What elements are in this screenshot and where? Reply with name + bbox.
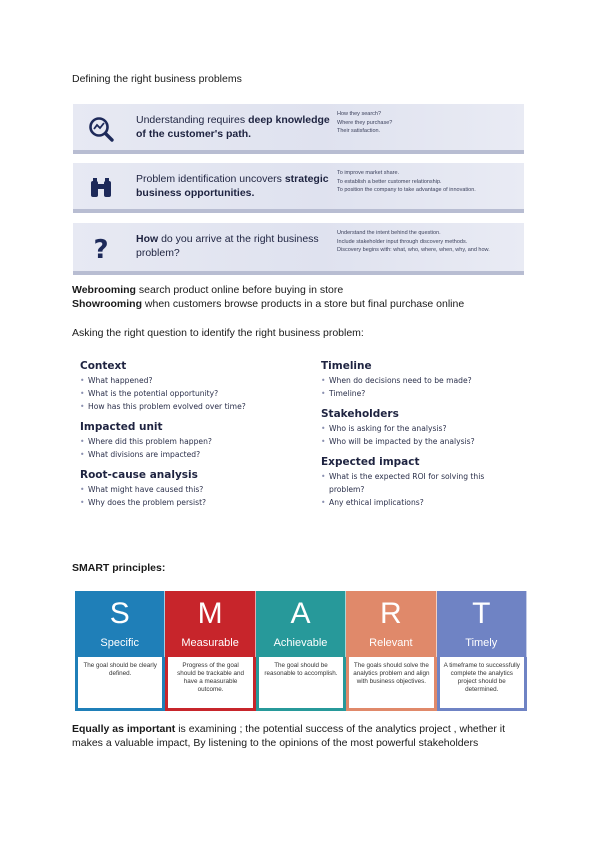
- question-item: • Why does the problem persist?: [80, 496, 300, 509]
- banner-right-problem: [73, 223, 524, 275]
- magnifier-chart-icon: [85, 113, 117, 145]
- smart-word: Relevant: [369, 637, 413, 649]
- questions-right-column: [321, 359, 521, 516]
- smart-specific: [75, 591, 165, 711]
- section-heading: Defining the right business problems: [72, 73, 242, 85]
- smart-word: Timely: [465, 637, 498, 649]
- question-group-title: Timeline: [321, 360, 372, 372]
- banner-main-text: Understanding requires deep knowledge of the customer's path.: [136, 114, 330, 140]
- smart-letter: R: [380, 597, 402, 630]
- smart-word: Achievable: [273, 637, 328, 649]
- smart-description: A timeframe to successfully complete the analytics project should be determined.: [443, 662, 520, 693]
- question-group-title: Expected impact: [321, 456, 420, 468]
- smart-description: The goal should be clearly defined.: [83, 662, 157, 677]
- banner-main-text: Problem identification uncovers strategic business opportunities.: [136, 173, 329, 199]
- question-item: • What divisions are impacted?: [80, 448, 300, 461]
- banner-opportunities: [73, 163, 524, 213]
- smart-description: The goals should solve the analytics problem and align with business objectives.: [353, 662, 430, 685]
- question-item: • Where did this problem happen?: [80, 435, 300, 448]
- questions-left-column: [80, 359, 300, 516]
- binoculars-icon: [85, 172, 117, 204]
- smart-diagram: [75, 591, 527, 711]
- smart-word: Measurable: [181, 637, 239, 649]
- definition-webrooming: Webrooming search product online before buying in store: [72, 284, 344, 296]
- smart-letter: S: [109, 597, 130, 630]
- smart-title: SMART principles:: [72, 562, 166, 574]
- question-group-title: Root-cause analysis: [80, 469, 198, 481]
- question-group-title: Context: [80, 360, 127, 372]
- banner-side-notes: To improve market share. To establish a better customer relationship. To position the company to take advantage of innovation.: [337, 170, 476, 193]
- question-item: • When do decisions need to be made?: [321, 374, 521, 387]
- svg-text:?: ?: [93, 235, 109, 263]
- question-item: • What happened?: [80, 374, 300, 387]
- questions-intro: Asking the right question to identify the right business problem:: [72, 327, 364, 339]
- definitions: [72, 283, 464, 311]
- banner-side-notes: Understand the intent behind the question. Include stakeholder input through discovery methods. Discovery begins with: what, who, where, when, why, and how.: [337, 230, 490, 253]
- question-item: • What is the potential opportunity?: [80, 387, 300, 400]
- closing-paragraph: Equally as important is examining ; the potential success of the analytics project , whether it makes a valuable impact, By listening to the opinions of the most powerful stakeholders: [72, 723, 506, 749]
- question-group-title: Stakeholders: [321, 408, 399, 420]
- banner-main-text: How do you arrive at the right business problem?: [136, 233, 319, 259]
- smart-description: The goal should be reasonable to accomplish.: [264, 662, 338, 677]
- banner-customer-path: [73, 104, 524, 154]
- question-group-title: Impacted unit: [80, 421, 163, 433]
- smart-measurable: [165, 591, 255, 711]
- smart-letter: M: [197, 597, 223, 630]
- question-item: • What might have caused this?: [80, 483, 300, 496]
- smart-achievable: [256, 591, 346, 711]
- question-item: • Who is asking for the analysis?: [321, 422, 521, 435]
- question-item: • What is the expected ROI for solving this problem?: [321, 470, 511, 496]
- smart-letter: T: [472, 597, 491, 630]
- question-item: • Who will be impacted by the analysis?: [321, 435, 521, 448]
- question-item: • How has this problem evolved over time?: [80, 400, 300, 413]
- banner-side-notes: How they search? Where they purchase? Their satisfaction.: [337, 111, 393, 134]
- question-item: • Timeline?: [321, 387, 521, 400]
- smart-description: Progress of the goal should be trackable and have a measurable outcome.: [177, 662, 245, 693]
- question-item: • Any ethical implications?: [321, 496, 521, 509]
- smart-timely: [437, 591, 527, 711]
- smart-word: Specific: [100, 637, 139, 649]
- smart-letter: A: [290, 597, 311, 630]
- question-mark-icon: [85, 232, 117, 264]
- smart-relevant: [346, 591, 436, 711]
- definition-showrooming: Showrooming when customers browse products in a store but final purchase online: [72, 298, 465, 310]
